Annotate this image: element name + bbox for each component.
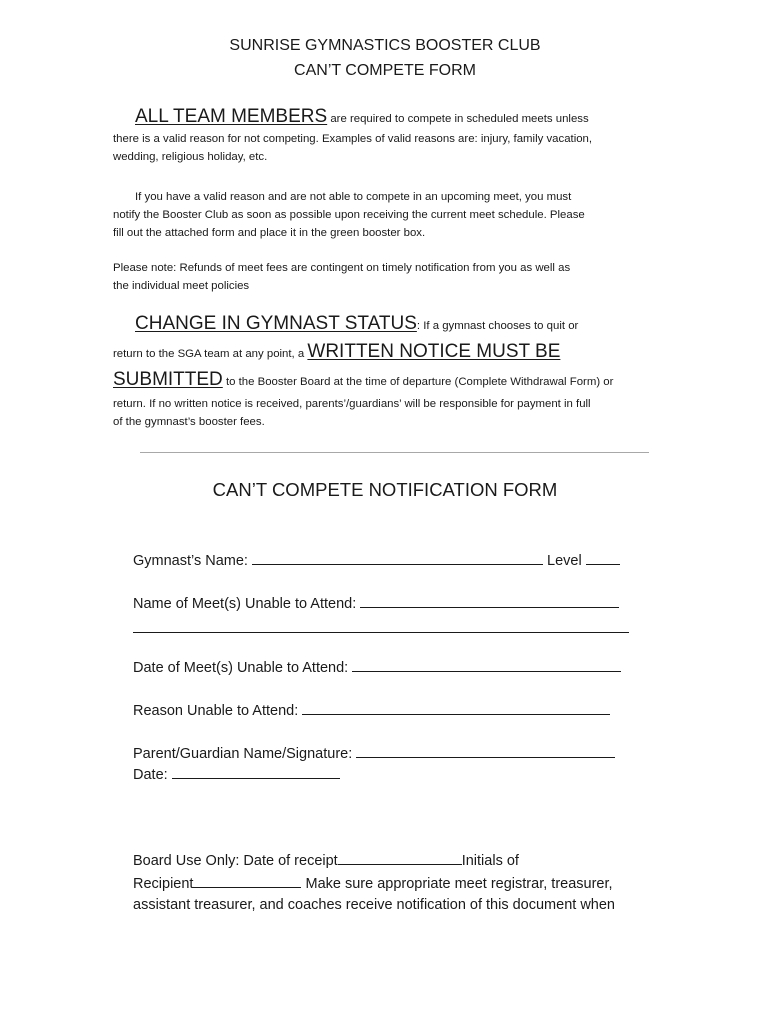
policy-p4-line4: return. If no written notice is received, parents’/guardians’ will be responsible for payment in full <box>113 398 591 410</box>
receipt-date-field[interactable] <box>338 850 462 865</box>
meet-names-field[interactable] <box>360 593 619 608</box>
change-status-heading: CHANGE IN GYMNAST STATUS <box>135 313 417 334</box>
board-line1 <box>133 850 615 873</box>
policy-p1-line1 <box>113 108 653 128</box>
initials-label: Initials of <box>461 853 519 869</box>
gymnast-name-label: Gymnast’s Name: <box>133 553 248 569</box>
policy-p4-line5: of the gymnast’s booster fees. <box>113 416 265 428</box>
written-notice-emphasis: WRITTEN NOTICE MUST BE <box>307 341 561 362</box>
board-line2-text: Make sure appropriate meet registrar, treasurer, <box>305 875 613 892</box>
policy-paragraph-3 <box>113 259 653 295</box>
reason-row <box>133 700 610 722</box>
policy-p2-line1: If you have a valid reason and are not able to compete in an upcoming meet, you must <box>135 191 572 203</box>
parent-signature-row <box>133 743 615 765</box>
date-row <box>133 764 340 786</box>
meet-dates-label: Date of Meet(s) Unable to Attend: <box>133 660 349 676</box>
policy-paragraph-2 <box>113 188 653 242</box>
policy-p4-line1-text: : If a gymnast chooses to quit or <box>416 320 579 332</box>
meet-names-row <box>133 593 619 615</box>
meet-dates-field[interactable] <box>352 657 621 672</box>
policy-p4-line3 <box>113 367 653 395</box>
policy-p4-line2 <box>113 339 653 367</box>
level-field[interactable] <box>586 550 620 565</box>
policy-p4-line2-text: return to the SGA team at any point, a <box>113 348 305 360</box>
board-use-section <box>133 850 615 917</box>
policy-p4-line3-text: to the Booster Board at the time of departure (Complete Withdrawal Form) or <box>225 376 614 388</box>
receipt-date-label: Board Use Only: Date of receipt <box>133 853 338 869</box>
recipient-label: Recipient <box>133 875 194 892</box>
meet-names-label: Name of Meet(s) Unable to Attend: <box>133 596 357 612</box>
parent-signature-label: Parent/Guardian Name/Signature: <box>133 746 353 762</box>
meet-dates-row <box>133 657 621 679</box>
policy-p4-line1 <box>113 311 653 339</box>
policy-p1-line2: there is a valid reason for not competing. Examples of valid reasons are: injury, family vacation, <box>113 133 593 145</box>
meet-names-field-continued[interactable] <box>133 632 629 633</box>
reason-label: Reason Unable to Attend: <box>133 703 299 719</box>
date-label: Date: <box>133 767 168 783</box>
policy-p3-line1: Please note: Refunds of meet fees are contingent on timely notification from you as well as <box>113 262 571 274</box>
org-title: SUNRISE GYMNASTICS BOOSTER CLUB <box>229 37 541 54</box>
policy-p2-line2: notify the Booster Club as soon as possible upon receiving the current meet schedule. Please <box>113 209 585 221</box>
notification-form-title: CAN’T COMPETE NOTIFICATION FORM <box>212 479 558 500</box>
parent-signature-field[interactable] <box>356 743 615 758</box>
board-line3: assistant treasurer, and coaches receive notification of this document when <box>133 897 615 913</box>
policy-p1-line3: wedding, religious holiday, etc. <box>113 151 268 163</box>
board-line2 <box>133 873 615 896</box>
policy-p2-line3: fill out the attached form and place it in the green booster box. <box>113 227 426 239</box>
policy-p3-line2: the individual meet policies <box>113 280 250 292</box>
policy-paragraph-1 <box>113 108 653 166</box>
all-team-members-heading: ALL TEAM MEMBERS <box>135 106 328 127</box>
gymnast-name-field[interactable] <box>252 550 543 565</box>
form-heading: CAN’T COMPETE FORM <box>294 62 476 79</box>
policy-paragraph-4 <box>113 311 653 431</box>
gymnast-name-row <box>133 550 620 572</box>
date-field[interactable] <box>172 764 340 779</box>
section-divider <box>140 452 649 453</box>
submitted-emphasis: SUBMITTED <box>113 369 223 390</box>
level-label: Level <box>547 553 582 569</box>
reason-field[interactable] <box>302 700 610 715</box>
recipient-initials-field[interactable] <box>193 873 301 888</box>
policy-p1-line1-text: are required to compete in scheduled meets unless <box>330 113 589 125</box>
